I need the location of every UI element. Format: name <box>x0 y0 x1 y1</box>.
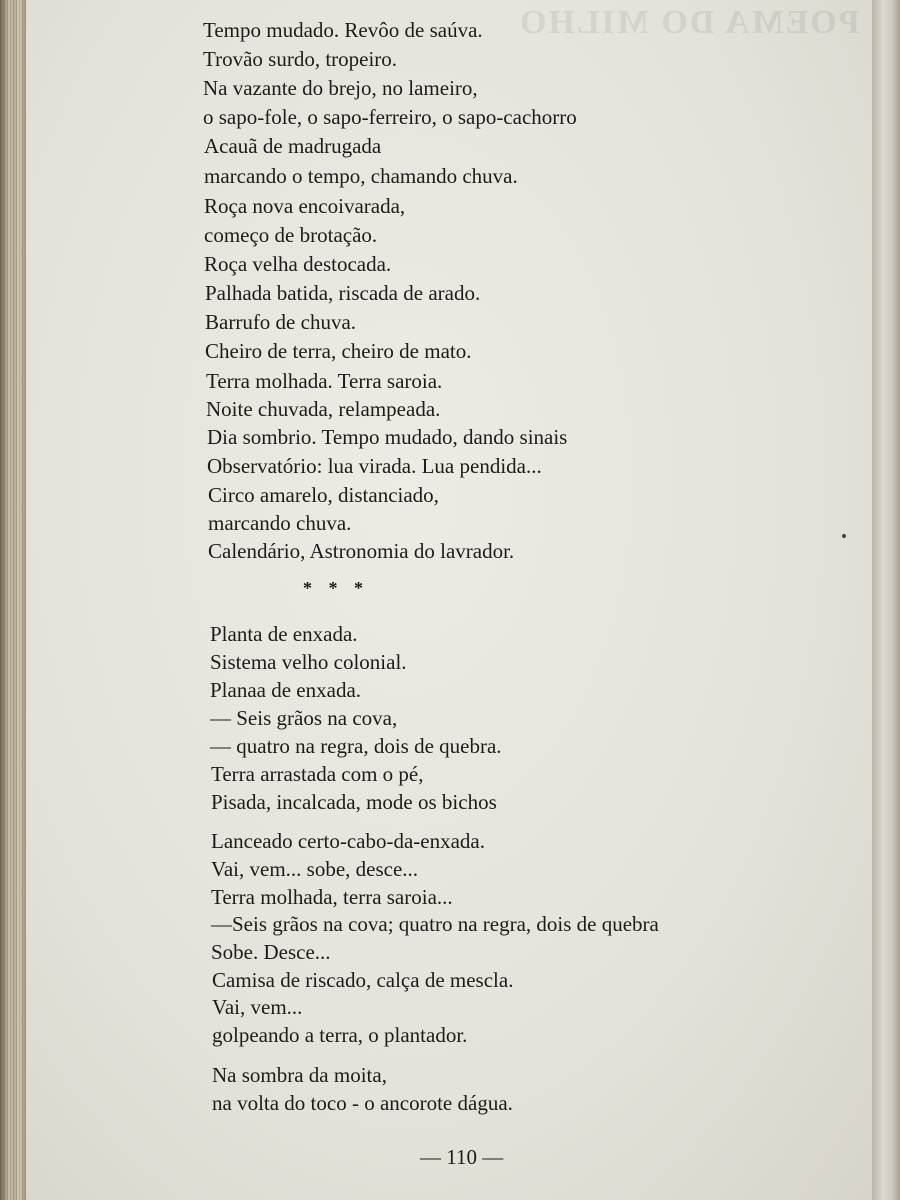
poem-line: Palhada batida, riscada de arado. <box>205 281 481 305</box>
poem-line: Pisada, incalcada, mode os bichos <box>211 790 497 814</box>
ink-speck <box>842 534 846 538</box>
poem-line: começo de brotação. <box>204 223 378 247</box>
poem-line: Noite chuvada, relampeada. <box>206 397 441 421</box>
right-page-edge <box>872 0 900 1200</box>
show-through-title: POEMA DO MILHO <box>518 4 860 41</box>
poem-line: Planta de enxada. <box>210 622 358 646</box>
poem-line: marcando o tempo, chamando chuva. <box>204 164 518 188</box>
poem-line: — Seis grãos na cova, <box>210 706 398 730</box>
poem-line: Terra molhada. Terra saroia. <box>206 369 443 393</box>
poem-line: Tempo mudado. Revôo de saúva. <box>203 18 483 42</box>
section-separator: * * * <box>303 578 369 598</box>
poem-line: Acauã de madrugada <box>204 134 382 158</box>
poem-line: —Seis grãos na cova; quatro na regra, dois de quebra <box>211 912 659 936</box>
poem-line: Dia sombrio. Tempo mudado, dando sinais <box>207 425 568 449</box>
poem-line: Barrufo de chuva. <box>205 310 357 334</box>
poem-line: golpeando a terra, o plantador. <box>212 1023 468 1047</box>
poem-line: Circo amarelo, distanciado, <box>208 483 439 507</box>
poem-line: Na vazante do brejo, no lameiro, <box>203 76 478 100</box>
poem-line: Vai, vem... sobe, desce... <box>211 857 419 881</box>
poem-line: Observatório: lua virada. Lua pendida... <box>207 454 542 478</box>
poem-line: Camisa de riscado, calça de mescla. <box>212 968 514 992</box>
poem-line: — quatro na regra, dois de quebra. <box>210 734 502 758</box>
page-number: — 110 — <box>420 1145 504 1169</box>
page-stack-lines <box>4 0 24 1200</box>
poem-line: Sistema velho colonial. <box>210 650 407 674</box>
poem-line: Sobe. Desce... <box>211 940 331 964</box>
poem-line: Trovão surdo, tropeiro. <box>203 47 398 71</box>
poem-line: o sapo-fole, o sapo-ferreiro, o sapo-cachorro <box>203 105 577 129</box>
poem-line: Lanceado certo-cabo-da-enxada. <box>211 829 485 853</box>
poem-line: Terra arrastada com o pé, <box>211 762 424 786</box>
poem-line: marcando chuva. <box>208 511 352 535</box>
poem-line: Planaa de enxada. <box>210 678 362 702</box>
poem-line: na volta do toco - o ancorote dágua. <box>212 1091 513 1115</box>
poem-line: Terra molhada, terra saroia... <box>211 885 453 909</box>
poem-line: Na sombra da moita, <box>212 1063 387 1087</box>
poem-line: Vai, vem... <box>212 995 303 1019</box>
poem-line: Roça nova encoivarada, <box>204 194 406 218</box>
poem-line: Roça velha destocada. <box>204 252 392 276</box>
poem-line: Cheiro de terra, cheiro de mato. <box>205 339 472 363</box>
poem-line: Calendário, Astronomia do lavrador. <box>208 539 515 563</box>
